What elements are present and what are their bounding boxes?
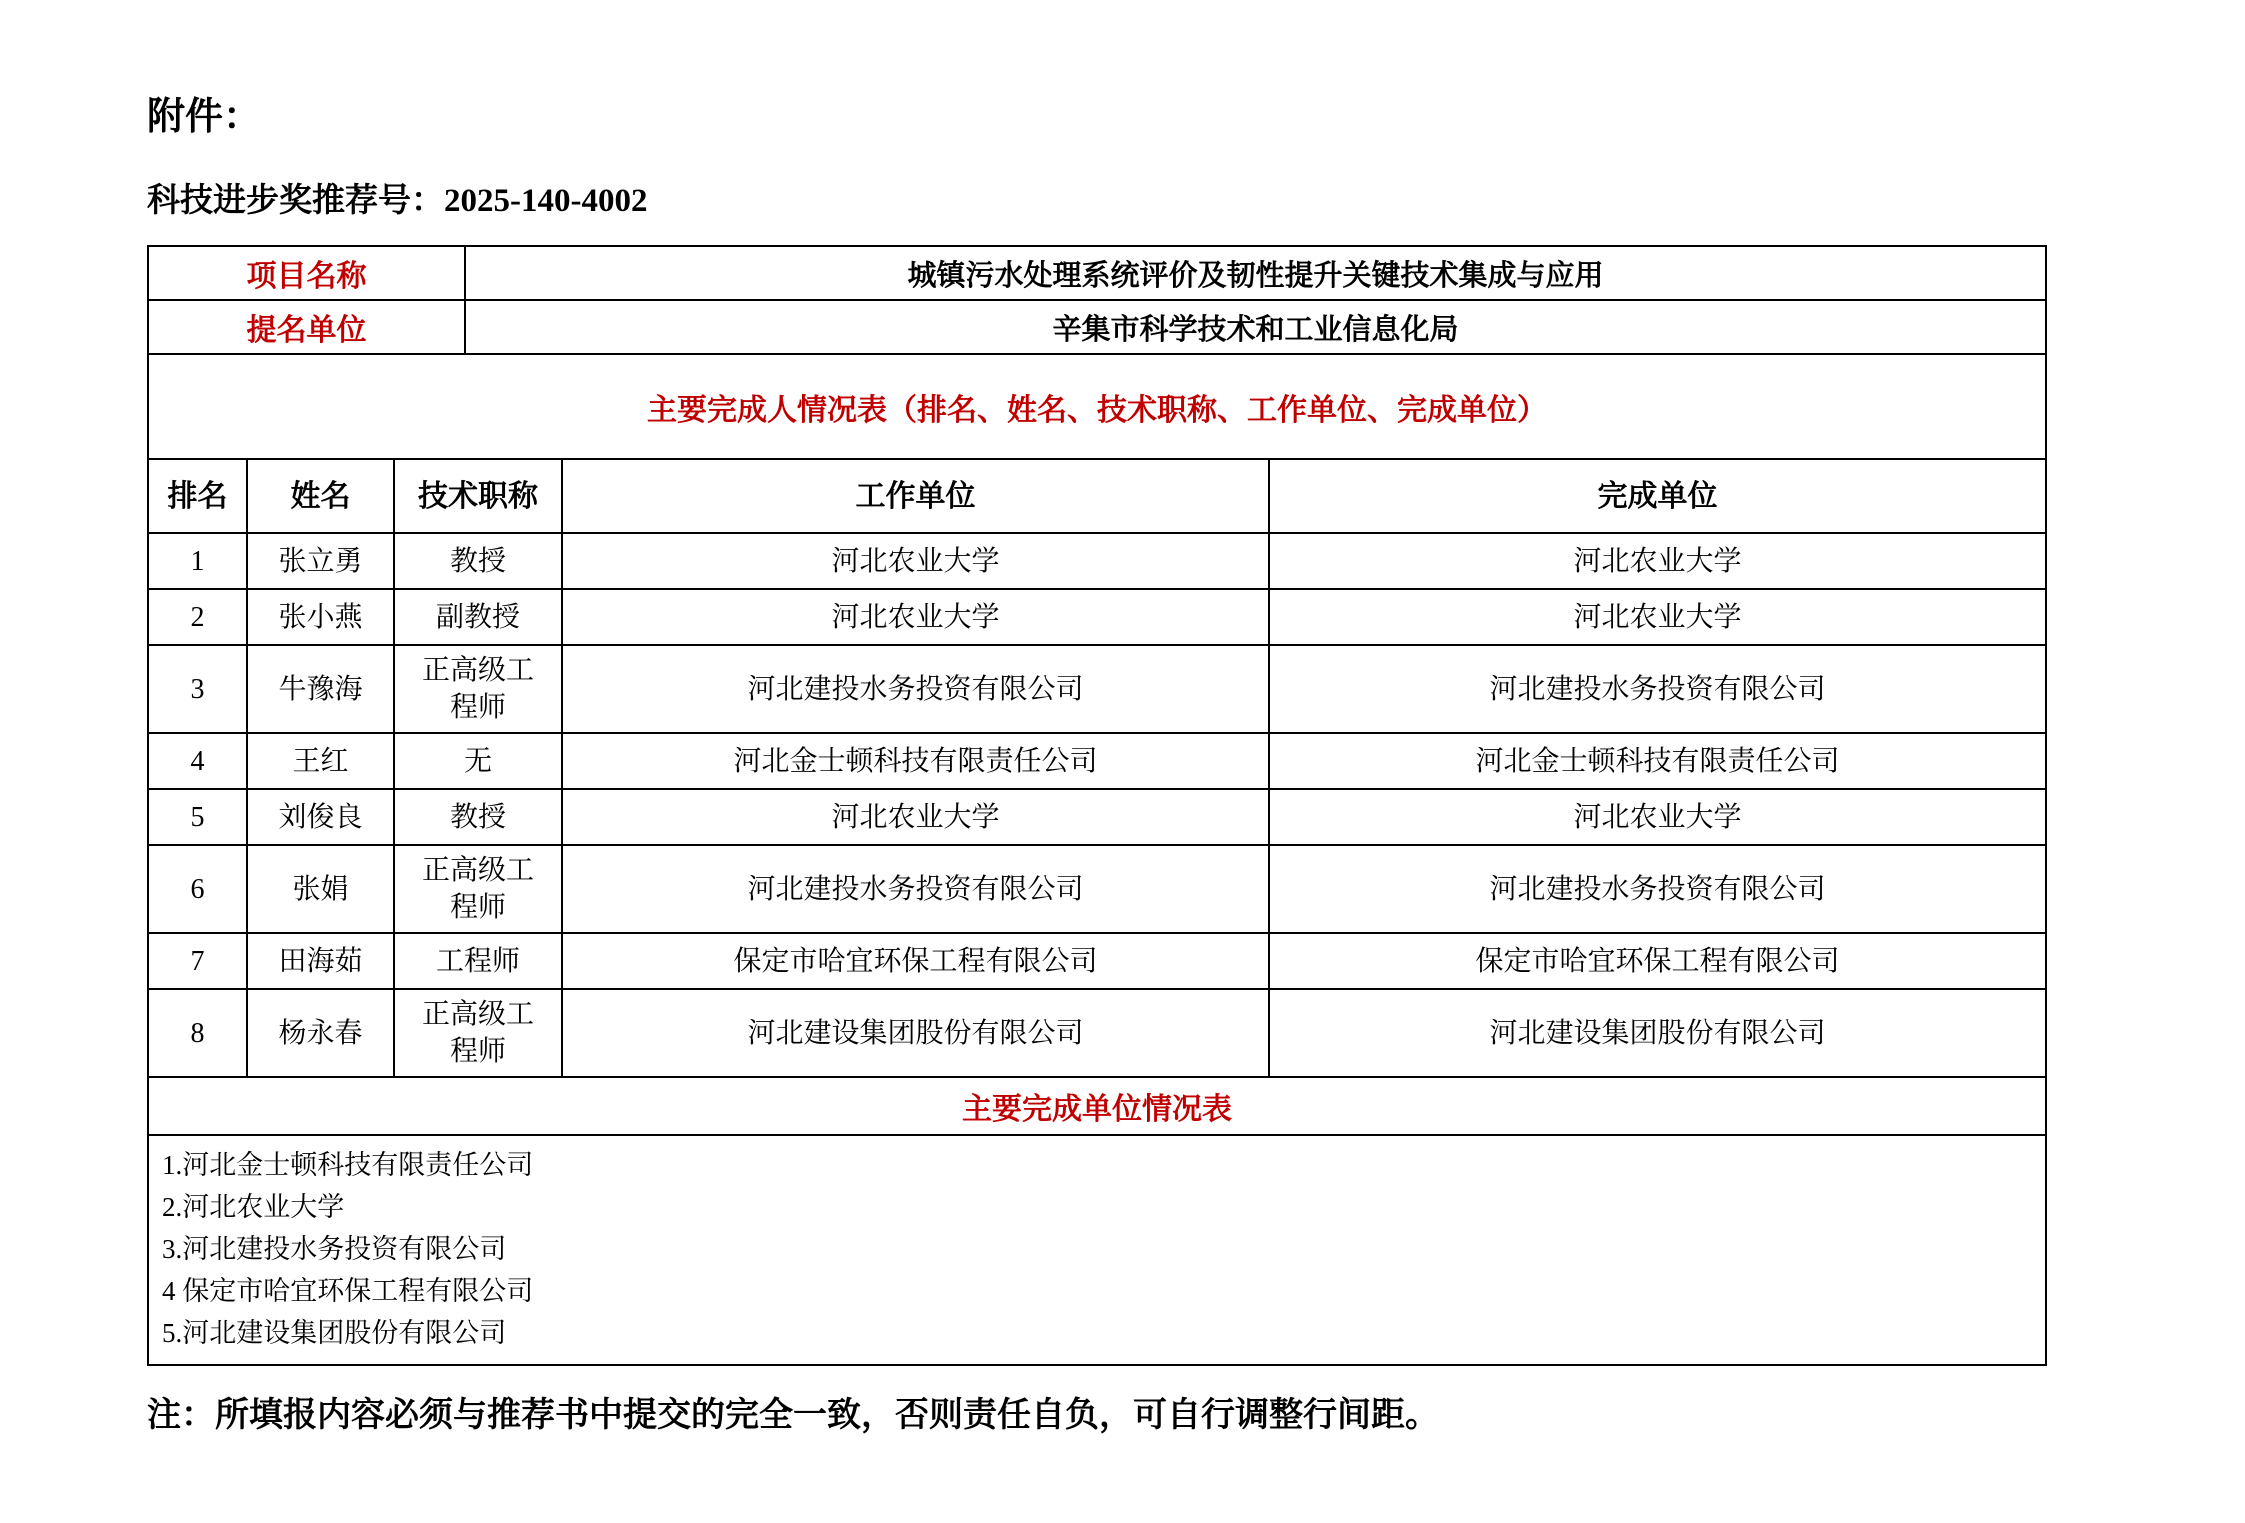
person-work-unit: 河北农业大学	[562, 789, 1269, 845]
person-name: 张立勇	[247, 533, 394, 589]
person-title: 正高级工程师	[394, 645, 562, 733]
award-table	[147, 245, 2047, 1366]
person-work-unit: 河北农业大学	[562, 533, 1269, 589]
person-completion-unit: 河北农业大学	[1269, 533, 2045, 589]
person-rank: 2	[149, 589, 247, 645]
person-completion-unit: 保定市哈宜环保工程有限公司	[1269, 933, 2045, 989]
unit-list-item: 5.河北建设集团股份有限公司	[162, 1318, 507, 1348]
person-rank: 8	[149, 989, 247, 1076]
footer-note: 注：所填报内容必须与推荐书中提交的完全一致，否则责任自负，可自行调整行间距。	[147, 1397, 1439, 1434]
person-name: 牛豫海	[247, 645, 394, 733]
person-row	[149, 645, 2045, 733]
completers-table	[149, 460, 2045, 1076]
column-header-name: 姓名	[247, 460, 394, 533]
person-row	[149, 845, 2045, 933]
person-title: 正高级工程师	[394, 845, 562, 933]
unit-list-item: 4 保定市哈宜环保工程有限公司	[162, 1276, 534, 1306]
project-name-label: 项目名称	[149, 247, 466, 299]
project-name-value: 城镇污水处理系统评价及韧性提升关键技术集成与应用	[907, 259, 1604, 292]
person-completion-unit: 河北建设集团股份有限公司	[1269, 989, 2045, 1076]
person-rank: 4	[149, 733, 247, 789]
person-name: 刘俊良	[247, 789, 394, 845]
nominating-unit-value: 辛集市科学技术和工业信息化局	[1052, 313, 1459, 346]
person-completion-unit: 河北金士顿科技有限责任公司	[1269, 733, 2045, 789]
person-completion-unit: 河北建投水务投资有限公司	[1269, 645, 2045, 733]
person-work-unit: 河北建投水务投资有限公司	[562, 845, 1269, 933]
person-rank: 5	[149, 789, 247, 845]
column-header-title: 技术职称	[394, 460, 562, 533]
nominating-unit-label: 提名单位	[149, 301, 466, 353]
unit-list-item: 3.河北建投水务投资有限公司	[162, 1234, 507, 1264]
person-name: 王红	[247, 733, 394, 789]
person-title: 教授	[394, 789, 562, 845]
person-title: 正高级工程师	[394, 989, 562, 1076]
person-row	[149, 589, 2045, 645]
person-title: 无	[394, 733, 562, 789]
units-section-title: 主要完成单位情况表	[149, 1076, 2045, 1136]
person-title: 教授	[394, 533, 562, 589]
person-work-unit: 河北建投水务投资有限公司	[562, 645, 1269, 733]
nominating-unit-row	[149, 301, 2045, 355]
person-name: 张娟	[247, 845, 394, 933]
person-work-unit: 河北建设集团股份有限公司	[562, 989, 1269, 1076]
person-completion-unit: 河北建投水务投资有限公司	[1269, 845, 2045, 933]
project-name-row	[149, 247, 2045, 301]
person-title: 工程师	[394, 933, 562, 989]
column-header-completion-unit: 完成单位	[1269, 460, 2045, 533]
person-row	[149, 989, 2045, 1076]
person-name: 田海茹	[247, 933, 394, 989]
person-work-unit: 河北农业大学	[562, 589, 1269, 645]
person-rank: 7	[149, 933, 247, 989]
person-work-unit: 河北金士顿科技有限责任公司	[562, 733, 1269, 789]
person-name: 张小燕	[247, 589, 394, 645]
completers-header-row	[149, 460, 2045, 533]
attachment-label: 附件：	[147, 96, 262, 138]
person-name: 杨永春	[247, 989, 394, 1076]
unit-list-item: 1.河北金士顿科技有限责任公司	[162, 1150, 534, 1180]
person-row	[149, 733, 2045, 789]
recommendation-number-line	[147, 179, 2245, 223]
person-rank: 6	[149, 845, 247, 933]
person-row	[149, 789, 2045, 845]
column-header-work-unit: 工作单位	[562, 460, 1269, 533]
person-rank: 3	[149, 645, 247, 733]
person-work-unit: 保定市哈宜环保工程有限公司	[562, 933, 1269, 989]
person-rank: 1	[149, 533, 247, 589]
person-row	[149, 533, 2045, 589]
person-row	[149, 933, 2045, 989]
completers-section-title: 主要完成人情况表（排名、姓名、技术职称、工作单位、完成单位）	[149, 355, 2045, 460]
recommendation-number: 2025-140-4002	[444, 183, 648, 219]
unit-list-item: 2.河北农业大学	[162, 1192, 345, 1222]
person-title: 副教授	[394, 589, 562, 645]
completers-table-body	[149, 533, 2045, 1076]
person-completion-unit: 河北农业大学	[1269, 789, 2045, 845]
person-completion-unit: 河北农业大学	[1269, 589, 2045, 645]
recommendation-label: 科技进步奖推荐号：	[147, 183, 444, 219]
column-header-rank: 排名	[149, 460, 247, 533]
units-list	[149, 1136, 2045, 1364]
